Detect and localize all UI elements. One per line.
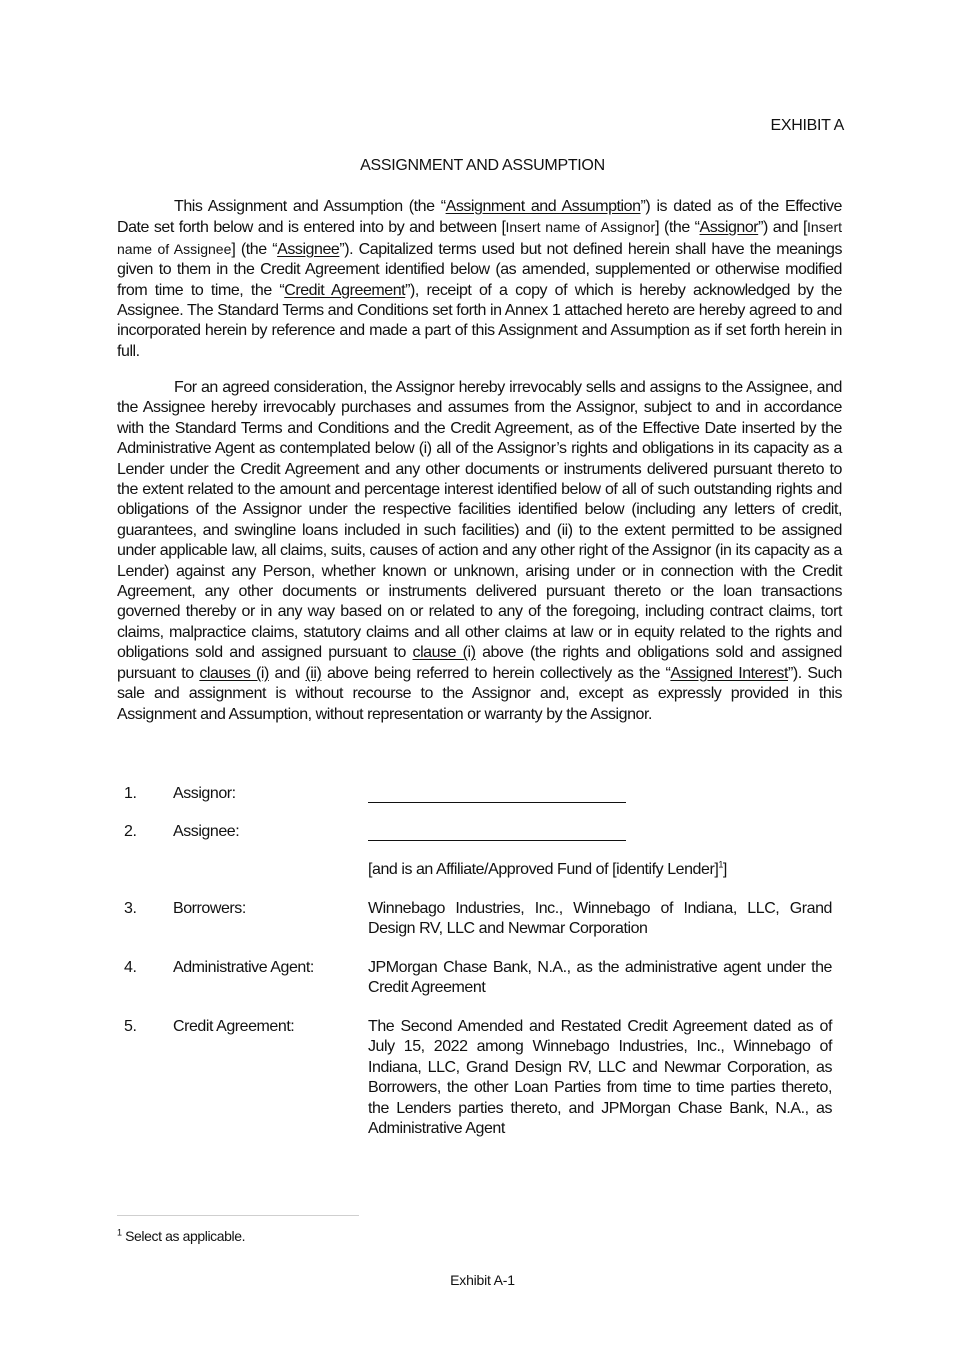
item-number: 5. — [124, 1018, 137, 1035]
defined-term-credit-agreement: Credit Agreement — [284, 281, 406, 299]
item-label: Borrowers: — [173, 900, 246, 917]
page-footer: Exhibit A-1 — [450, 1272, 515, 1288]
placeholder-assignee-name: Insert name of Assignee — [117, 219, 842, 257]
item-value: JPMorgan Chase Bank, N.A., as the administrative agent under the Credit Agreement — [368, 959, 832, 997]
item-value: The Second Amended and Restated Credit Agreement dated as of July 15, 2022 among Winnebago Industries, Inc., Winnebago of Indiana, LLC, Grand Design RV, LLC and Newmar Corporation, as Borrowers, the other Loan Parties from time to time parties thereto, the Lenders parties thereto, and JPMorgan Chase Bank, N.A., as Administrative Agent — [368, 1018, 832, 1138]
ref-clause-i: clause (i) — [412, 644, 476, 662]
footnote: $^1$ Select as applicable. — [117, 1227, 246, 1244]
footnote-number: 1 — [117, 1227, 122, 1238]
placeholder-assignor-name: Insert name of Assignor — [505, 219, 656, 236]
item-label: Credit Agreement: — [173, 1018, 295, 1035]
defined-term-assignment-and-assumption: Assignment and Assumption — [445, 198, 641, 215]
document-title: ASSIGNMENT AND ASSUMPTION — [360, 157, 605, 174]
item-value: Winnebago Industries, Inc., Winnebago of Indiana, LLC, Grand Design RV, LLC and Newmar Corporation — [368, 900, 832, 938]
document-page: EXHIBIT A ASSIGNMENT AND ASSUMPTION This Assignment and Assumption (the “Assignment and Assumption”) is dated as of the Effective Date set forth below and is entered into by and between [Insert name of Assignor] (the “Assignor”) and [Insert name of Assignee] (the “Assignee”). Capitalized terms used but not defined herein shall have the meanings given to them in the Credit Agreement identified below (as amended, supplemented or otherwise modified from time to time, the “Credit Agreement”), receipt of a copy of which is hereby acknowledged by the Assignee. The Standard Terms and Conditions set forth in Annex 1 attached hereto are hereby agreed to and incorporated herein by reference and made a part of this Assignment and Assumption as if set forth herein in full. For an agreed consideration, the Assignor hereby irrevocably sells and assigns to the Assignee, and the Assignee hereby irrevocably purchases and assumes from the Assignor, subject to and in accordance with the Standard Terms and Conditions and the Credit Agreement, as of the Effective Date inserted by the Administrative Agent as contemplated below (i) all of the Assignor’s rights and obligations in its capacity as a Lender under the Credit Agreement and any other documents or instruments delivered pursuant thereto to the extent related to the amount and percentage interest identified below of all of such outstanding rights and obligations of the Assignor under the respective facilities identified below (including any letters of credit, guarantees, and swingline loans included in such facilities) and (ii) to the extent permitted to be assigned under applicable law, all claims, suits, causes of action and any other right of the Assignor (in its capacity as a Lender) against any Person, whether known or unknown, arising under or in connection with the Credit Agreement, any other documents or instruments delivered pursuant thereto or the loan transactions governed thereby or in any way based on or related to any of the foregoing, including contract claims, tort claims, malpractice claims, statutory claims and all other claims at law or in equity related to the rights and obligations sold and assigned pursuant to clause (i) above (the rights and obligations sold and assigned pursuant to clauses (i) and (ii) above being referred to herein collectively as the “Assigned Interest”). Such sale and assignment is without recourse to the Assignor and, except as expressly provided in this Assignment and Assumption, without representation or warranty by the Assignor. 1. Assignor: 2. Assignee: [and is an Affiliate/Approved Fund of [identify Lender]$^1$] 3. Borrowers: Winnebago Industries, Inc., Winnebago of Indiana, LLC, Grand Design RV, LLC and Newmar Corporation 4. Administrative Agent: JPMorgan Chase Bank, N.A., as the administrative agent under the Credit Agreement 5. Credit Agreement: The Second Amended and Restated Credit Agreement dated as of July 15, 2022 among Winnebago Industries, Inc., Winnebago of Indiana, LLC, Grand Design RV, LLC and Newmar Corporation, as Borrowers, the other Loan Parties from time to time parties thereto, the Lenders parties thereto, and JPMorgan Chase Bank, N.A., as Administrative Agent $^1$ Select as applicable. Exhibit A-1 — [0, 0, 965, 1365]
item-label: Administrative Agent: — [173, 959, 314, 976]
item-number: 2. — [124, 823, 137, 840]
item-number: 1. — [124, 785, 137, 802]
item-number: 4. — [124, 959, 137, 976]
assignee-blank-line — [368, 840, 626, 841]
item-number: 3. — [124, 900, 137, 917]
defined-term-assignor: Assignor — [699, 219, 759, 237]
defined-term-assigned-interest: Assigned Interest — [670, 664, 788, 682]
item-label: Assignee: — [173, 823, 240, 840]
paragraph-intro: This Assignment and Assumption (the “Assignment and Assumption”) is dated as of the Effective Date set forth below and is entered into by and between [Insert name of Assignor] (the “Assignor”) and [Insert name of Assignee] (the “Assignee”). Capitalized terms used but not defined herein shall have the meanings given to them in the Credit Agreement identified below (as amended, supplemented or otherwise modified from time to time, the “Credit Agreement”), receipt of a copy of which is hereby acknowledged by the Assignee. The Standard Terms and Conditions set forth in Annex 1 attached hereto are hereby agreed to and incorporated herein by reference and made a part of this Assignment and Assumption as if set forth herein in full. — [117, 198, 843, 360]
ref-clause-ii: (ii) — [305, 664, 322, 682]
ref-clauses-i: clauses (i) — [199, 664, 269, 682]
exhibit-label: EXHIBIT A — [770, 117, 844, 134]
footnote-reference: 1 — [718, 859, 723, 870]
item-label: Assignor: — [173, 785, 236, 802]
assignor-blank-line — [368, 802, 626, 803]
defined-term-assignee: Assignee — [277, 240, 340, 258]
paragraph-consideration: For an agreed consideration, the Assignor hereby irrevocably sells and assigns to the Assignee, and the Assignee hereby irrevocably purchases and assumes from the Assignor, subject to and in accordance with the Standard Terms and Conditions and the Credit Agreement, as of the Effective Date inserted by the Administrative Agent as contemplated below (i) all of the Assignor’s rights and obligations in its capacity as a Lender under the Credit Agreement and any other documents or instruments delivered pursuant thereto to the extent related to the amount and percentage interest identified below of all of such outstanding rights and obligations of the Assignor under the respective facilities identified below (including any letters of credit, guarantees, and swingline loans included in such facilities) and (ii) to the extent permitted to be assigned under applicable law, all claims, suits, causes of action and any other right of the Assignor (in its capacity as a Lender) against any Person, whether known or unknown, arising under or in connection with the Credit Agreement, any other documents or instruments delivered pursuant thereto or the loan transactions governed thereby or in any way based on or related to any of the foregoing, including contract claims, tort claims, malpractice claims, statutory claims and all other claims at law or in equity related to the rights and obligations sold and assigned pursuant to clause (i) above (the rights and obligations sold and assigned pursuant to clauses (i) and (ii) above being referred to herein collectively as the “Assigned Interest”). Such sale and assignment is without recourse to the Assignor and, except as expressly provided in this Assignment and Assumption, without representation or warranty by the Assignor. — [117, 379, 842, 723]
footnote-divider — [117, 1215, 359, 1216]
